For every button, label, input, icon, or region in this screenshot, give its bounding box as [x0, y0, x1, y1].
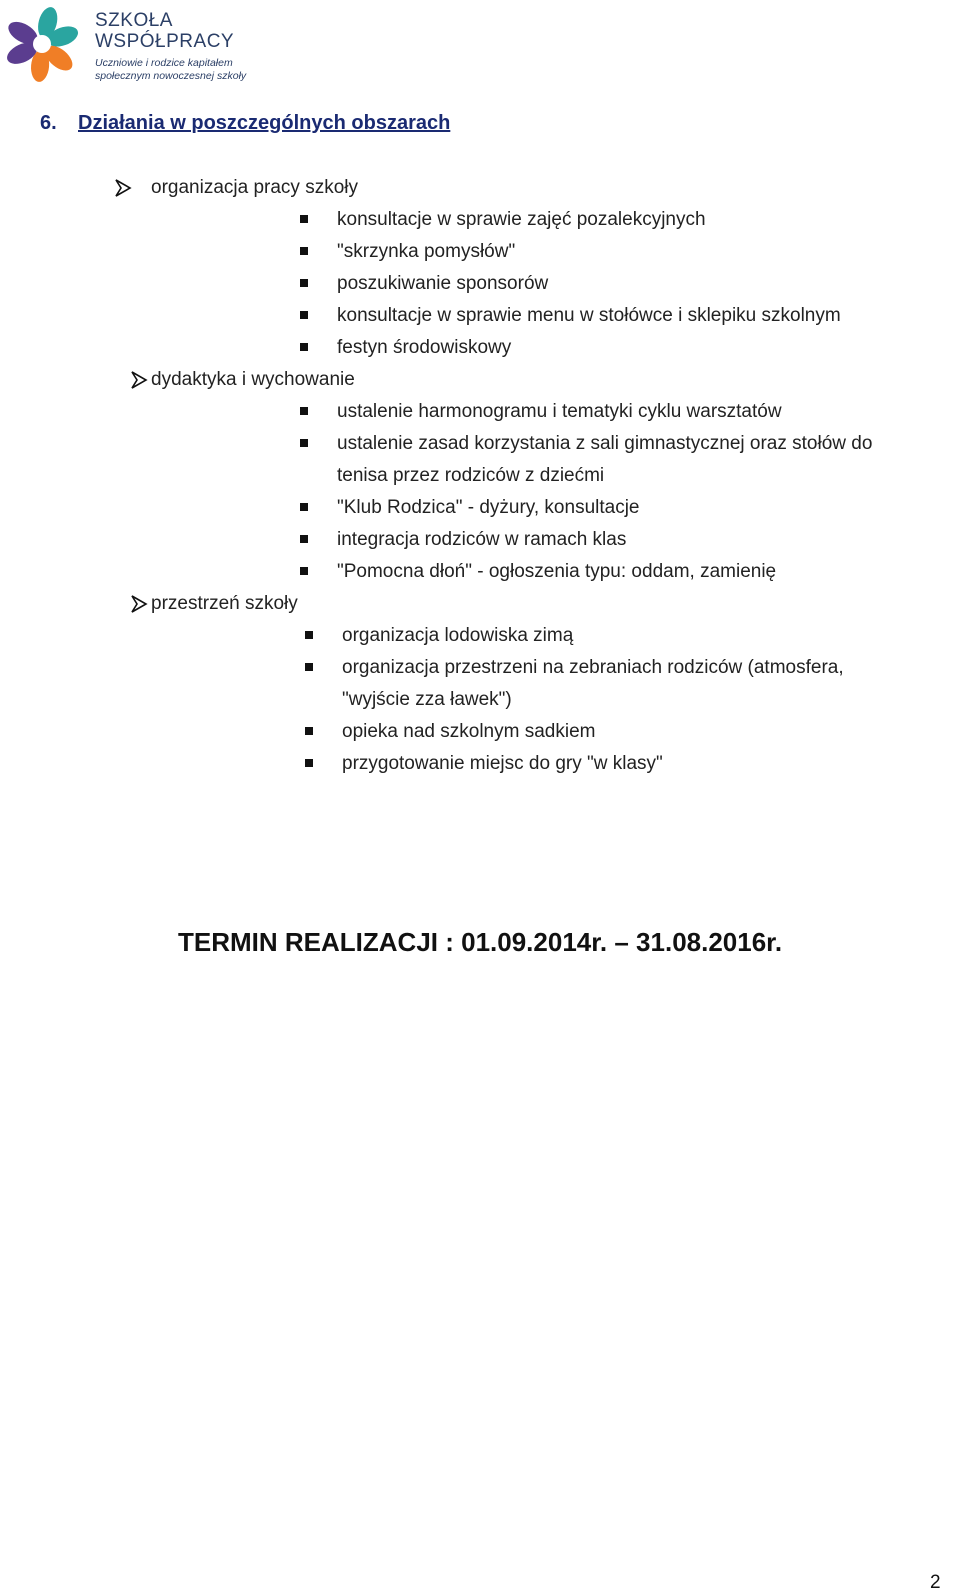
square-bullet-icon — [300, 567, 308, 575]
arrow-bullet-icon — [114, 179, 132, 197]
list-item-continuation: tenisa przez rodziców z dziećmi — [337, 465, 605, 486]
list-item: festyn środowiskowy — [337, 337, 512, 358]
square-bullet-icon — [300, 215, 308, 223]
square-bullet-icon — [305, 631, 313, 639]
logo-title — [95, 10, 234, 52]
square-bullet-icon — [305, 759, 313, 767]
list-item: integracja rodziców w ramach klas — [337, 529, 627, 550]
logo-subtitle — [95, 57, 246, 82]
square-bullet-icon — [300, 535, 308, 543]
list-item: przygotowanie miejsc do gry "w klasy" — [342, 753, 663, 774]
arrow-bullet-icon — [130, 371, 148, 389]
square-bullet-icon — [305, 663, 313, 671]
list-item: ustalenie zasad korzystania z sali gimnastycznej oraz stołów do — [337, 433, 873, 454]
section-number: 6. — [40, 112, 57, 134]
list-item: konsultacje w sprawie menu w stołówce i sklepiku szkolnym — [337, 305, 841, 326]
list-section-title: dydaktyka i wychowanie — [151, 369, 355, 390]
list-item: "skrzynka pomysłów" — [337, 241, 516, 262]
list-section-title: przestrzeń szkoły — [151, 593, 298, 614]
square-bullet-icon — [300, 407, 308, 415]
list-item-continuation: "wyjście zza ławek") — [342, 689, 512, 710]
square-bullet-icon — [300, 439, 308, 447]
list-item: konsultacje w sprawie zajęć pozalekcyjnych — [337, 209, 706, 230]
square-bullet-icon — [300, 311, 308, 319]
arrow-bullet-icon — [130, 595, 148, 613]
section-title: Działania w poszczególnych obszarach — [78, 112, 451, 134]
logo-title-line1: SZKOŁA — [95, 10, 173, 31]
list-item: organizacja lodowiska zimą — [342, 625, 574, 646]
square-bullet-icon — [300, 279, 308, 287]
logo — [6, 4, 246, 84]
square-bullet-icon — [300, 343, 308, 351]
page-number: 2 — [930, 1572, 941, 1593]
list-item: organizacja przestrzeni na zebraniach rodziców (atmosfera, — [342, 657, 844, 678]
section-heading — [40, 112, 450, 135]
logo-title-line2: WSPÓŁPRACY — [95, 31, 235, 52]
logo-subtitle-line1: Uczniowie i rodzice kapitałem — [95, 57, 233, 69]
square-bullet-icon — [300, 247, 308, 255]
logo-subtitle-line2: społecznym nowoczesnej szkoły — [95, 69, 247, 82]
list-item: "Pomocna dłoń" - ogłoszenia typu: oddam, zamienię — [337, 561, 777, 582]
logo-flower-icon — [6, 4, 86, 84]
list-item: opieka nad szkolnym sadkiem — [342, 721, 596, 742]
list-item: "Klub Rodzica" - dyżury, konsultacje — [337, 497, 640, 518]
list-item: ustalenie harmonogramu i tematyki cyklu warsztatów — [337, 401, 782, 422]
realization-deadline: TERMIN REALIZACJI : 01.09.2014r. – 31.08.2016r. — [178, 927, 783, 957]
square-bullet-icon — [305, 727, 313, 735]
list-item: poszukiwanie sponsorów — [337, 273, 549, 294]
square-bullet-icon — [300, 503, 308, 511]
list-section-title: organizacja pracy szkoły — [151, 177, 358, 198]
